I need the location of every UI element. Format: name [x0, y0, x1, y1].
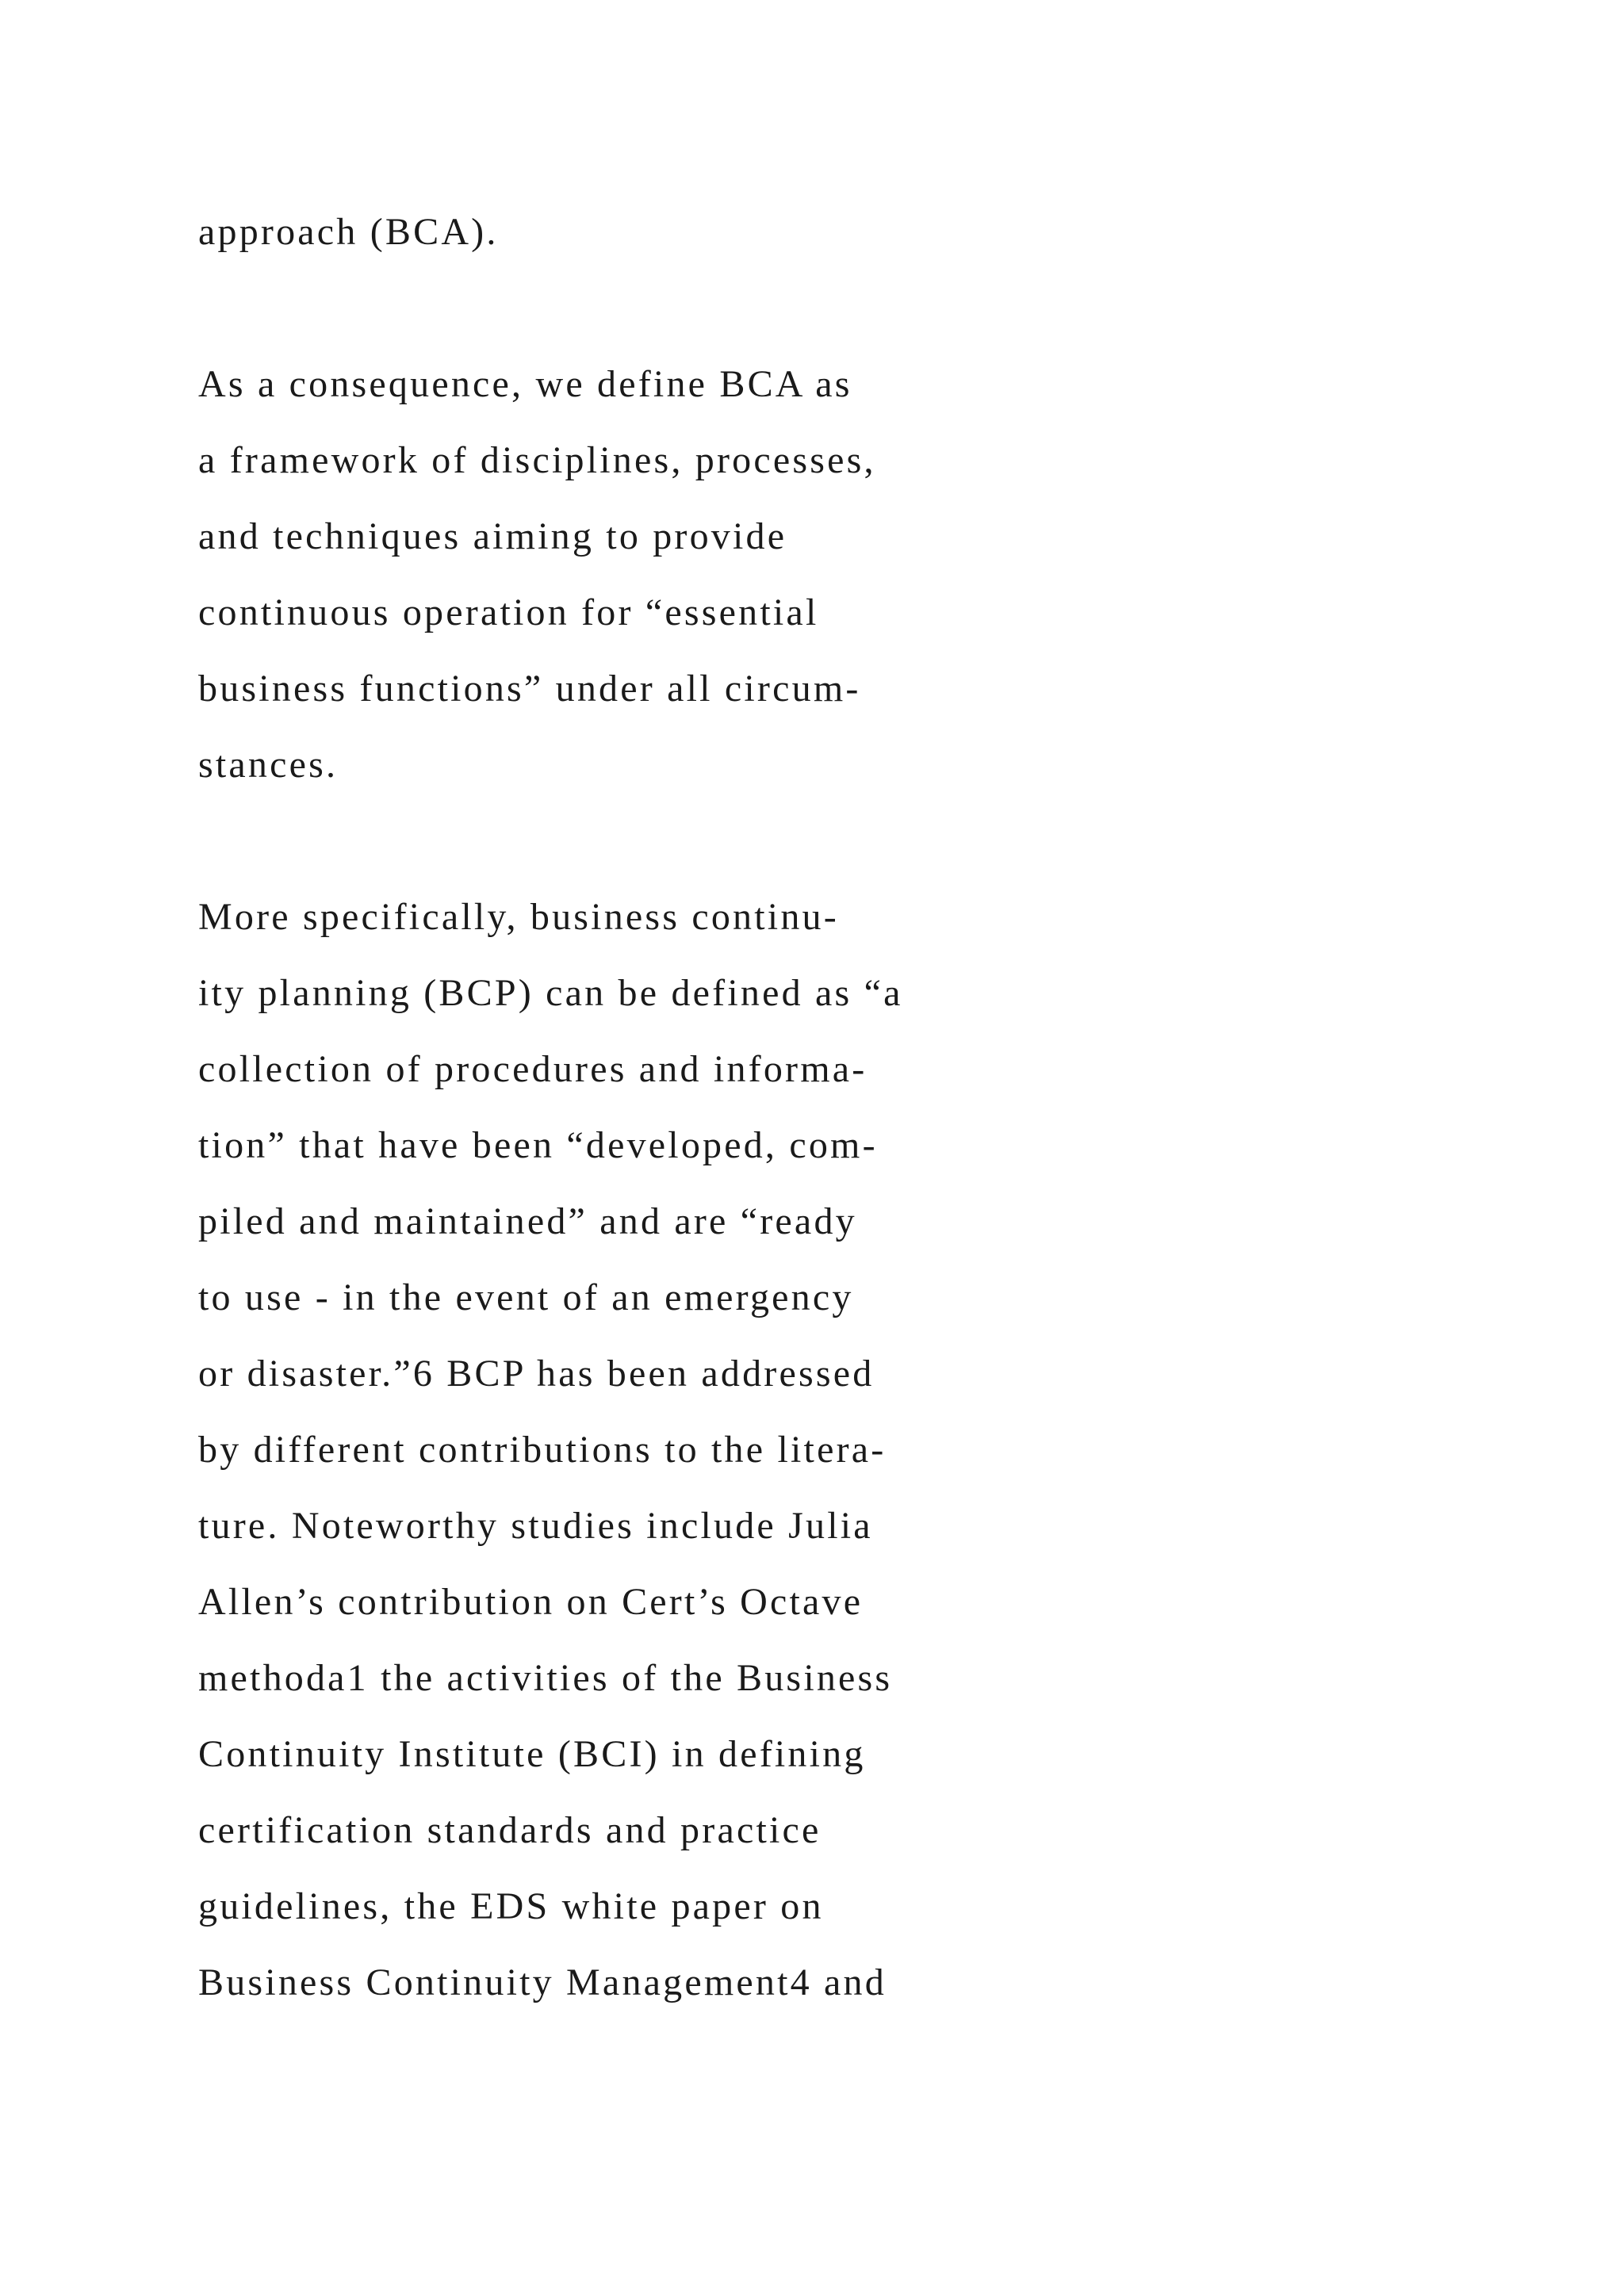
text-line: continuous operation for “essential — [198, 591, 819, 633]
text-line: Allen’s contribution on Cert’s Octave — [198, 1581, 864, 1623]
text-line: More specifically, business continu- — [198, 896, 839, 938]
text-line: certification standards and practice — [198, 1809, 822, 1851]
text-line: stances. — [198, 744, 339, 786]
text-line: or disaster.”6 BCP has been addressed — [198, 1353, 875, 1395]
text-line: collection of procedures and informa- — [198, 1048, 868, 1090]
text-line: tion” that have been “developed, com- — [198, 1124, 878, 1166]
text-line: Business Continuity Management4 and — [198, 1961, 887, 2003]
text-line: a framework of disciplines, processes, — [198, 439, 876, 481]
body-text — [198, 194, 1388, 2021]
paragraph-gap — [198, 270, 1388, 346]
text-line: As a consequence, we define BCA as — [198, 363, 852, 405]
text-line: to use - in the event of an emergency — [198, 1276, 854, 1318]
text-line: methoda1 the activities of the Business — [198, 1657, 893, 1699]
text-line: by different contributions to the litera- — [198, 1429, 887, 1471]
text-line: and techniques aiming to provide — [198, 515, 787, 557]
paragraph-2 — [198, 346, 1388, 803]
text-line: ity planning (BCP) can be defined as “a — [198, 972, 903, 1014]
paragraph-1 — [198, 194, 1388, 270]
text-line: business functions” under all circum- — [198, 668, 861, 710]
text-line: piled and maintained” and are “ready — [198, 1200, 857, 1242]
paragraph-gap — [198, 803, 1388, 879]
text-line: approach (BCA). — [198, 211, 499, 253]
text-line: Continuity Institute (BCI) in defining — [198, 1733, 866, 1775]
paragraph-3 — [198, 879, 1388, 2021]
text-line: guidelines, the EDS white paper on — [198, 1885, 824, 1927]
text-line: ture. Noteworthy studies include Julia — [198, 1505, 873, 1547]
